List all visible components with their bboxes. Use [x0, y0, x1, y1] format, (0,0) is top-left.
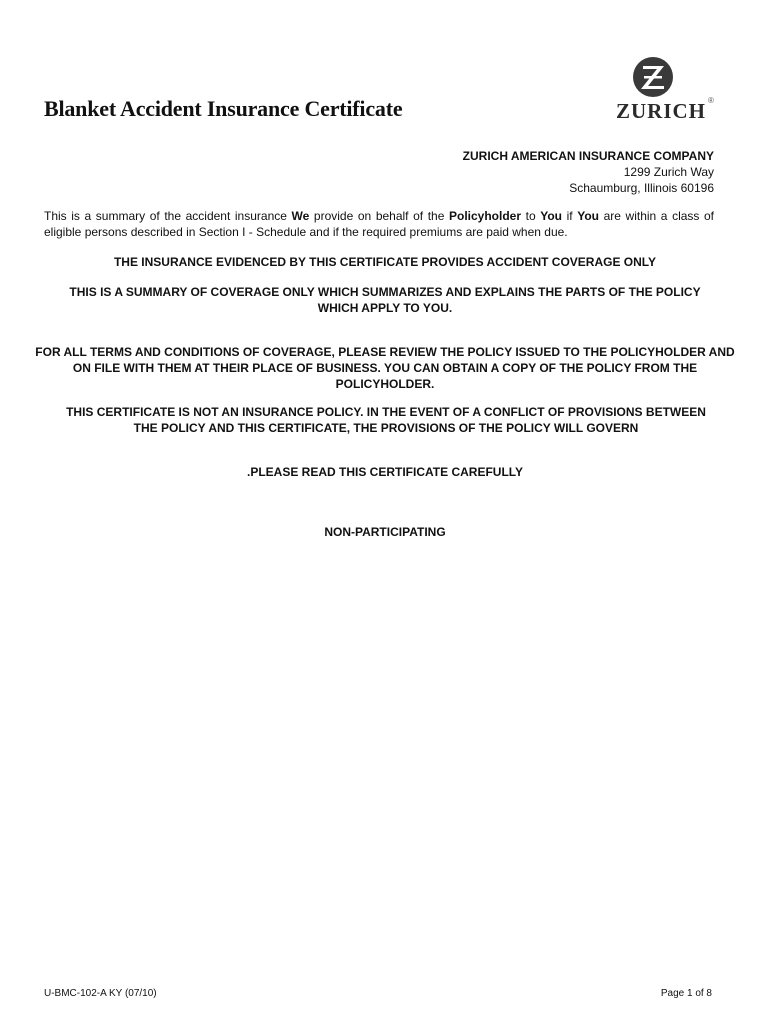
zurich-z-logo-icon	[618, 55, 688, 99]
intro-paragraph	[44, 208, 714, 240]
intro-text: are within a class of eligible persons described in Section I - Schedule and if the required premiums are paid when due.	[44, 209, 715, 239]
intro-text: to	[521, 209, 541, 223]
intro-text: provide on behalf of the	[309, 209, 449, 223]
company-street: 1299 Zurich Way	[623, 165, 714, 179]
intro-bold-policyholder: Policyholder	[449, 209, 522, 223]
notice-accident-only: THE INSURANCE EVIDENCED BY THIS CERTIFICATE PROVIDES ACCIDENT COVERAGE ONLY	[113, 255, 657, 269]
notice-read-carefully: .PLEASE READ THIS CERTIFICATE CAREFULLY	[246, 465, 524, 479]
registered-mark: ®	[708, 96, 714, 105]
intro-text: This is a summary of the accident insurance	[44, 209, 292, 223]
intro-bold-you: You	[540, 209, 563, 223]
intro-bold-you: You	[577, 209, 599, 223]
notice-not-policy: THIS CERTIFICATE IS NOT AN INSURANCE POLICY. IN THE EVENT OF A CONFLICT OF PROVISIONS BETWEEN THE POLICY AND THIS CERTIFICATE, THE PROVISIONS OF THE POLICY WILL GOVERN	[66, 405, 706, 435]
logo-wordmark: ZURICH	[616, 99, 707, 123]
page-number: Page 1 of 8	[660, 988, 712, 999]
company-city: Schaumburg, Illinois 60196	[569, 181, 714, 195]
intro-text: if	[562, 209, 578, 223]
form-number: U-BMC-102-A KY (07/10)	[44, 988, 157, 999]
zurich-logo	[608, 55, 718, 125]
company-address-block	[463, 148, 714, 196]
intro-bold-we: We	[291, 209, 310, 223]
notice-summary: THIS IS A SUMMARY OF COVERAGE ONLY WHICH SUMMARIZES AND EXPLAINS THE PARTS OF THE POLICY WHICH APPLY TO YOU.	[69, 285, 701, 315]
page-title: Blanket Accident Insurance Certificate	[44, 96, 403, 121]
notice-terms: FOR ALL TERMS AND CONDITIONS OF COVERAGE, PLEASE REVIEW THE POLICY ISSUED TO THE POLICYHOLDER AND ON FILE WITH THEM AT THEIR PLACE OF BUSINESS. YOU CAN OBTAIN A COPY OF THE POLICY FROM THE POLICYHOLDER.	[35, 345, 735, 391]
company-name: ZURICH AMERICAN INSURANCE COMPANY	[462, 149, 714, 163]
notice-non-participating: NON-PARTICIPATING	[324, 525, 446, 539]
